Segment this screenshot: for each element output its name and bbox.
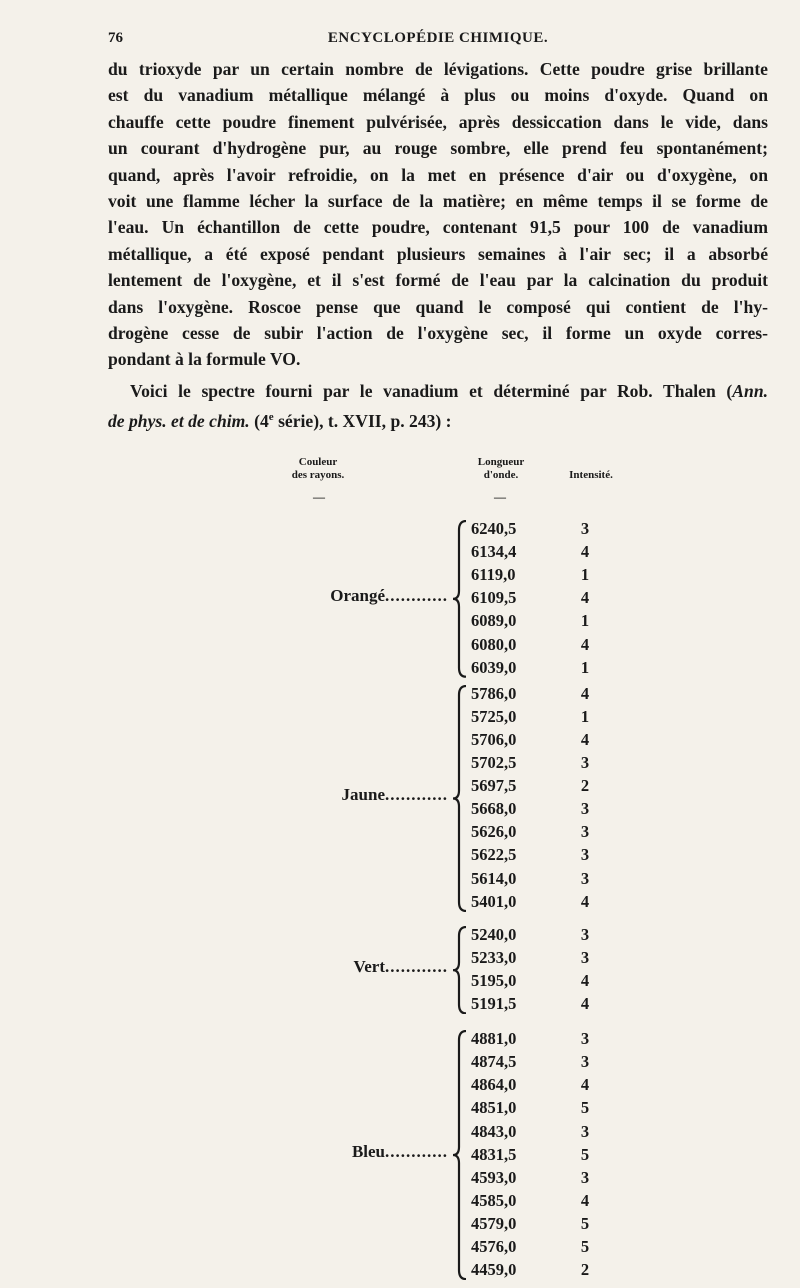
group-brace bbox=[452, 520, 468, 678]
intensity-cell: 4 bbox=[580, 970, 590, 990]
intensity-cell: 1 bbox=[580, 706, 590, 726]
wavelength-cell: 6109,5 bbox=[471, 588, 517, 608]
table-row bbox=[0, 706, 800, 728]
group-label-0 bbox=[330, 586, 448, 606]
page-number: 76 bbox=[108, 30, 123, 46]
wavelength-cell: 5725,0 bbox=[471, 706, 517, 726]
table-row bbox=[0, 541, 800, 563]
wavelength-cell: 4851,0 bbox=[471, 1098, 517, 1118]
wavelength-cell: 6039,0 bbox=[471, 657, 517, 677]
wavelength-cell: 5622,5 bbox=[471, 845, 517, 865]
wavelength-cell: 5668,0 bbox=[471, 799, 517, 819]
color-name: Orangé bbox=[330, 585, 385, 605]
table-row bbox=[0, 610, 800, 632]
wavelength-cell: 5702,5 bbox=[471, 753, 517, 772]
wavelength-cell: 6240,5 bbox=[471, 519, 517, 538]
paragraph-line: dans l'oxygène. Roscoe pense que quand le composé qui contient de l'hy- bbox=[108, 296, 768, 317]
wavelength-cell: 6119,0 bbox=[471, 565, 516, 585]
page-header bbox=[108, 30, 768, 54]
intensity-cell: 4 bbox=[580, 588, 590, 608]
wavelength-cell: 4576,0 bbox=[471, 1237, 517, 1256]
wavelength-cell: 6080,0 bbox=[471, 634, 517, 654]
intensity-cell: 4 bbox=[580, 994, 590, 1013]
intensity-cell: 1 bbox=[580, 657, 590, 677]
table-row bbox=[0, 564, 800, 586]
column-header-wavelength-line1: Longueur bbox=[477, 456, 525, 468]
intensity-cell: 2 bbox=[580, 776, 590, 796]
paragraph-line: est du vanadium métallique mélangé à plus ou moins d'oxyde. Quand on bbox=[108, 85, 768, 106]
intro-text-3: série), t. XVII, p. 243) : bbox=[273, 410, 452, 431]
table-row bbox=[0, 1097, 800, 1119]
table-row bbox=[0, 924, 800, 946]
intensity-cell: 5 bbox=[580, 1213, 590, 1233]
table-row bbox=[0, 634, 800, 656]
color-name: Bleu bbox=[351, 1142, 385, 1162]
intensity-cell: 3 bbox=[580, 1121, 590, 1141]
intensity-cell: 3 bbox=[580, 753, 590, 772]
intensity-cell: 3 bbox=[580, 947, 590, 967]
table-row bbox=[0, 1213, 800, 1235]
intensity-cell: 4 bbox=[580, 1075, 590, 1095]
table-row bbox=[0, 1190, 800, 1212]
table-row bbox=[0, 752, 800, 774]
wavelength-cell: 5233,0 bbox=[471, 947, 517, 967]
table-row bbox=[0, 1236, 800, 1258]
paragraph-line: drogène cesse de subir l'action de l'oxygène sec, il forme un oxyde corres- bbox=[108, 323, 768, 344]
intensity-cell: 4 bbox=[580, 891, 590, 911]
leader-dots: ............ bbox=[385, 785, 448, 805]
wavelength-cell: 6134,4 bbox=[471, 542, 517, 562]
intro-text-2: (4 bbox=[249, 410, 269, 431]
table-row bbox=[0, 1074, 800, 1096]
column-header-color bbox=[268, 456, 368, 482]
table-row bbox=[0, 1167, 800, 1189]
table-row bbox=[0, 518, 800, 540]
wavelength-cell: 4864,0 bbox=[471, 1075, 517, 1095]
leader-dots: ............ bbox=[385, 1142, 448, 1162]
group-label-2 bbox=[354, 957, 448, 977]
paragraph-line: du trioxyde par un certain nombre de lévigations. Cette poudre grise brillante bbox=[108, 59, 768, 79]
intensity-cell: 4 bbox=[580, 634, 590, 654]
intensity-cell: 4 bbox=[580, 542, 590, 562]
intensity-cell: 4 bbox=[580, 683, 590, 703]
table-intro-paragraph bbox=[108, 378, 768, 434]
intro-superscript: e bbox=[268, 411, 274, 423]
column-header-wavelength-line2: d'onde. bbox=[483, 469, 519, 481]
wavelength-cell: 4874,5 bbox=[471, 1052, 517, 1072]
table-row bbox=[0, 657, 800, 679]
paragraph-line: lentement de l'oxygène, et il s'est formé de l'eau par la calcination du produit bbox=[108, 270, 768, 291]
column-header-color-line2: des rayons. bbox=[291, 469, 345, 481]
table-row bbox=[0, 868, 800, 890]
column-header-color-line1: Couleur bbox=[298, 456, 338, 468]
intensity-cell: 3 bbox=[580, 822, 590, 842]
paragraph-line: chauffe cette poudre finement pulvérisée, après dessiccation dans le vide, dans bbox=[108, 111, 768, 132]
intensity-cell: 1 bbox=[580, 565, 590, 585]
intensity-cell: 3 bbox=[580, 519, 590, 538]
wavelength-cell: 4831,5 bbox=[471, 1144, 517, 1164]
intensity-cell: 2 bbox=[580, 1260, 590, 1280]
wavelength-cell: 4881,0 bbox=[471, 1029, 517, 1049]
intensity-cell: 3 bbox=[580, 1029, 590, 1049]
table-row bbox=[0, 844, 800, 866]
wavelength-cell: 4459,0 bbox=[471, 1260, 517, 1280]
paragraph-line: l'eau. Un échantillon de cette poudre, contenant 91,5 pour 100 de vanadium bbox=[108, 217, 768, 238]
wavelength-cell: 4593,0 bbox=[471, 1167, 517, 1187]
body-paragraph bbox=[108, 56, 768, 373]
wavelength-cell: 5240,0 bbox=[471, 924, 517, 944]
leader-dots: ............ bbox=[385, 585, 448, 605]
intensity-cell: 3 bbox=[580, 1167, 590, 1187]
paragraph-line: un courant d'hydrogène pur, au rouge sombre, elle prend feu spontanément; bbox=[108, 138, 768, 159]
table-row bbox=[0, 1121, 800, 1143]
paragraph-line: quand, après l'avoir refroidie, on la met en présence d'air ou d'oxygène, on bbox=[108, 164, 768, 185]
intensity-cell: 3 bbox=[580, 845, 590, 865]
intensity-cell: 3 bbox=[580, 924, 590, 944]
group-label-1 bbox=[342, 785, 448, 805]
wavelength-cell: 5195,0 bbox=[471, 970, 517, 990]
intensity-cell: 3 bbox=[580, 868, 590, 888]
intensity-cell: 5 bbox=[580, 1098, 590, 1118]
intensity-cell: 3 bbox=[580, 1052, 590, 1072]
color-name: Vert bbox=[353, 956, 385, 976]
table-row bbox=[0, 683, 800, 705]
intensity-cell: 5 bbox=[580, 1144, 590, 1164]
wavelength-cell: 5191,5 bbox=[471, 994, 517, 1013]
column-header-intensity: Intensité. bbox=[569, 469, 613, 481]
intro-ref-journal-2: de phys. et de chim. bbox=[108, 410, 250, 431]
wavelength-cell: 5697,5 bbox=[471, 776, 517, 796]
intensity-cell: 3 bbox=[580, 799, 590, 819]
leader-dots: ............ bbox=[385, 956, 448, 976]
wavelength-cell: 4579,0 bbox=[471, 1213, 517, 1233]
group-brace bbox=[452, 926, 468, 1014]
wavelength-cell: 6089,0 bbox=[471, 611, 517, 631]
intensity-cell: 5 bbox=[580, 1237, 590, 1256]
paragraph-line: pondant à la formule VO. bbox=[108, 349, 301, 370]
table-row bbox=[0, 891, 800, 913]
intro-ref-journal: Ann. bbox=[732, 381, 768, 401]
paragraph-line: voit une flamme lécher la surface de la matière; en même temps il se forme de bbox=[108, 191, 768, 212]
group-brace bbox=[452, 1030, 468, 1280]
column-dash-wavelength: — bbox=[494, 490, 506, 504]
group-brace bbox=[452, 685, 468, 912]
intensity-cell: 4 bbox=[580, 1190, 590, 1210]
wavelength-cell: 5706,0 bbox=[471, 729, 517, 749]
group-label-3 bbox=[352, 1142, 448, 1162]
wavelength-cell: 5614,0 bbox=[471, 868, 517, 888]
table-row bbox=[0, 993, 800, 1015]
table-row bbox=[0, 729, 800, 751]
running-title: ENCYCLOPÉDIE CHIMIQUE. bbox=[327, 30, 549, 46]
wavelength-cell: 4843,0 bbox=[471, 1121, 517, 1141]
color-name: Jaune bbox=[341, 785, 385, 805]
wavelength-cell: 4585,0 bbox=[471, 1190, 517, 1210]
column-header-wavelength bbox=[466, 456, 536, 482]
intensity-cell: 1 bbox=[580, 611, 590, 631]
table-row bbox=[0, 821, 800, 843]
column-dash-color: — bbox=[313, 490, 325, 504]
intro-text-1: Voici le spectre fourni par le vanadium et déterminé par Rob. Thalen ( bbox=[130, 381, 733, 401]
table-row bbox=[0, 1259, 800, 1281]
intensity-cell: 4 bbox=[580, 729, 590, 749]
wavelength-cell: 5401,0 bbox=[471, 891, 517, 911]
wavelength-cell: 5786,0 bbox=[471, 683, 517, 703]
wavelength-cell: 5626,0 bbox=[471, 822, 517, 842]
table-row bbox=[0, 1028, 800, 1050]
paragraph-line: métallique, a été exposé pendant plusieurs semaines à l'air sec; il a absorbé bbox=[108, 243, 768, 264]
table-row bbox=[0, 1051, 800, 1073]
